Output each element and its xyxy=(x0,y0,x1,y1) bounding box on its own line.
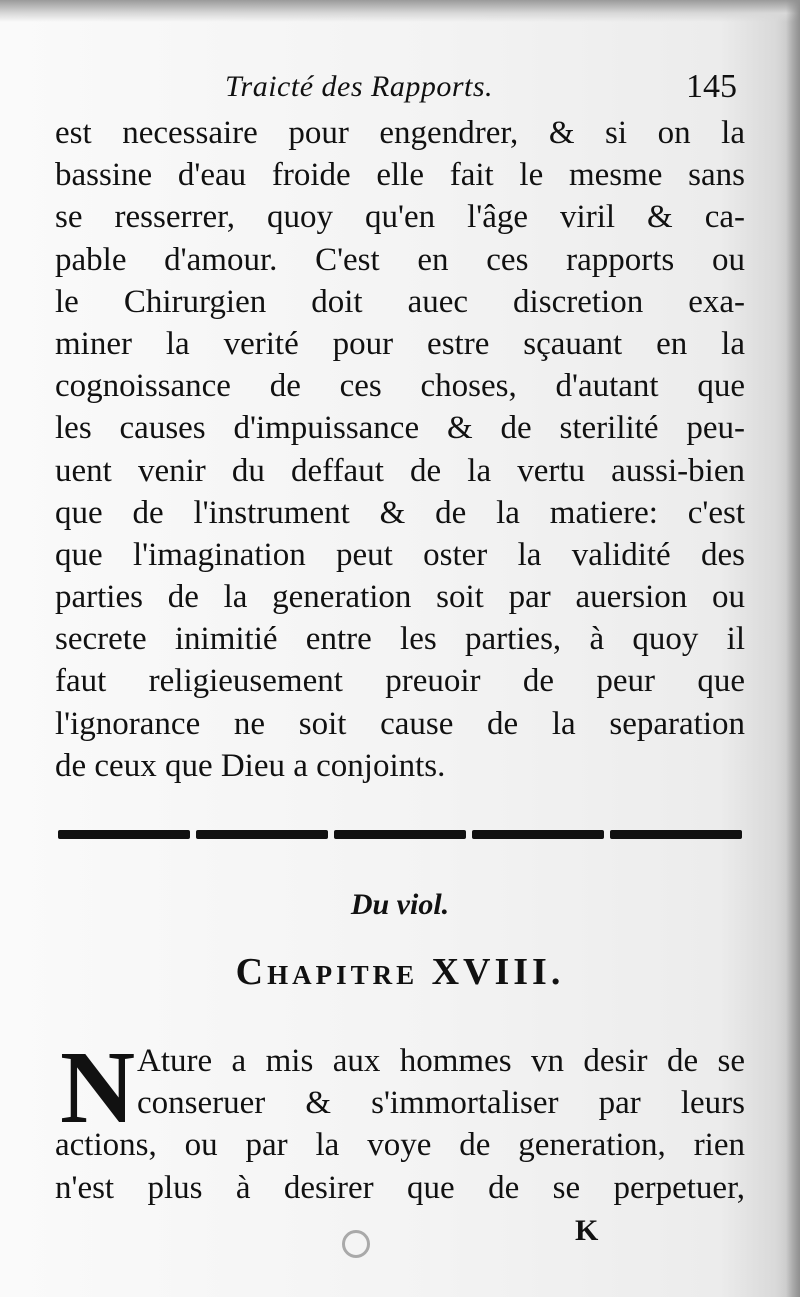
text-line: est necessaire pour engendrer, & si on la xyxy=(55,115,745,151)
chapter-title: Chapitre XVIII. xyxy=(235,951,565,993)
text-line: parties de la generation soit par auersion ou xyxy=(55,579,745,616)
section-title: Du viol. xyxy=(350,888,450,921)
text-line: Ature a mis aux hommes vn desir de se xyxy=(137,1043,745,1079)
page-gutter-shadow xyxy=(786,0,800,1297)
rule-segment xyxy=(58,830,190,839)
text-line: que l'imagination peut oster la validité des xyxy=(55,536,745,573)
signature-mark: K xyxy=(575,1214,599,1247)
page-top-shadow xyxy=(0,0,800,22)
text-line: conseruer & s'immortaliser par leurs xyxy=(137,1085,745,1122)
text-line: uent venir du deffaut de la vertu aussi-bien xyxy=(55,452,745,489)
text-line: l'ignorance ne soit cause de la separation xyxy=(55,705,745,742)
chapter-body xyxy=(55,1030,745,1209)
section-divider-rule xyxy=(58,830,742,839)
text-line: pable d'amour. C'est en ces rapports ou xyxy=(55,241,745,278)
text-line: de ceux que Dieu a conjoints. xyxy=(55,747,446,784)
text-line: que de l'instrument & de la matiere: c'est xyxy=(55,494,745,531)
rule-segment xyxy=(196,830,328,839)
text-line: actions, ou par la voye de generation, rien xyxy=(55,1127,745,1164)
text-line: cognoissance de ces choses, d'autant que xyxy=(55,368,745,405)
page-header xyxy=(55,70,745,114)
body-text xyxy=(55,112,745,787)
text-line: bassine d'eau froide elle fait le mesme sans xyxy=(55,157,745,194)
running-title: Traicté des Rapports. xyxy=(225,70,494,103)
text-line: miner la verité pour estre sçauant en la xyxy=(55,325,745,362)
rule-segment xyxy=(472,830,604,839)
text-line: se resserrer, quoy qu'en l'âge viril & ca- xyxy=(55,199,745,236)
text-line: les causes d'impuissance & de sterilité peu- xyxy=(55,410,745,447)
rule-segment xyxy=(610,830,742,839)
text-line: faut religieusement preuoir de peur que xyxy=(55,663,745,700)
text-line: n'est plus à desirer que de se perpetuer, xyxy=(55,1169,745,1206)
rule-segment xyxy=(334,830,466,839)
ring-ornament-icon xyxy=(342,1230,370,1258)
text-line: secrete inimitié entre les parties, à quoy il xyxy=(55,621,745,658)
drop-cap: N xyxy=(60,1030,136,1145)
text-line: le Chirurgien doit auec discretion exa- xyxy=(55,283,745,320)
page-number: 145 xyxy=(686,68,737,105)
